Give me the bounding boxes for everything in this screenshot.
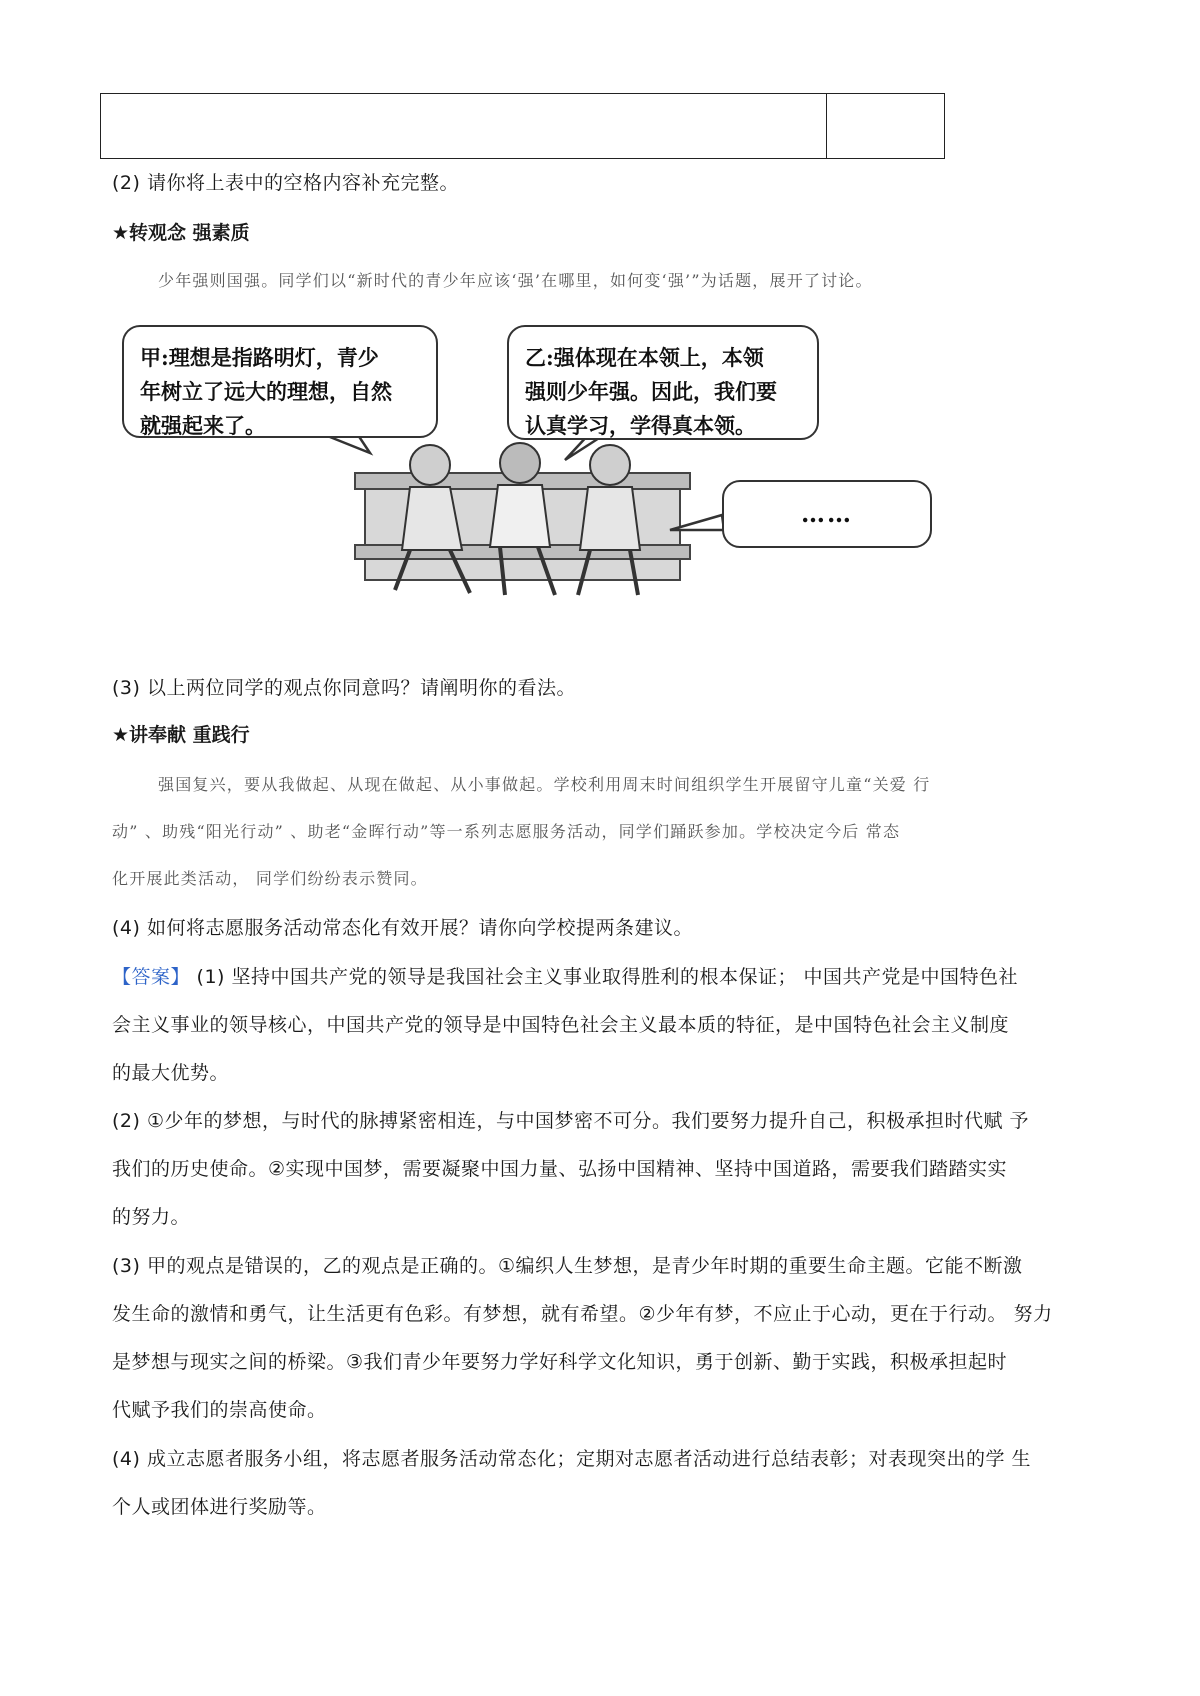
answer-3-line-4: 代赋予我们的崇高使命。 — [112, 1399, 327, 1421]
section2-quote-line-3: 化开展此类活动， 同学们纷纷表示赞同。 — [112, 869, 428, 888]
speech-bubble-yi — [507, 325, 819, 440]
answer-tag: 【答案】 — [112, 966, 191, 988]
section2-quote-line-1: 强国复兴，要从我做起、从现在做起、从小事做起。学校利用周末时间组织学生开展留守儿童“关爱 行 — [158, 775, 931, 794]
bubble-jia-line-3: 就强起来了。 — [140, 413, 266, 438]
answer-3-line-2: 发生命的激情和勇气，让生活更有色彩。有梦想，就有希望。②少年有梦，不应止于心动，更在于行动。 努力 — [112, 1303, 1053, 1325]
section-intro-quote: 少年强则国强。同学们以“新时代的青少年应该‘强’在哪里，如何变‘强’”为话题，展开了讨论。 — [158, 271, 873, 290]
bubble-yi-line-2: 强则少年强。因此，我们要 — [525, 379, 777, 404]
answer-3-line-3: 是梦想与现实之间的桥梁。③我们青少年要努力学好科学文化知识，勇于创新、勤于实践，积极承担起时 — [112, 1351, 1008, 1373]
table-column-divider — [826, 94, 827, 158]
section-heading-transform: ★转观念 强素质 — [112, 222, 250, 244]
question-4-prompt: (4) 如何将志愿服务活动常态化有效开展？请你向学校提两条建议。 — [112, 917, 693, 939]
answer-2-line-3: 的努力。 — [112, 1206, 191, 1228]
bubble-yi-line-3: 认真学习，学得真本领。 — [525, 413, 756, 438]
speech-bubble-jia — [122, 325, 438, 438]
bubble-jia-line-1: 甲:理想是指路明灯，青少 — [140, 345, 379, 370]
answer-1-line-2: 会主义事业的领导核心，中国共产党的领导是中国特色社会主义最本质的特征，是中国特色社会主义制度 — [112, 1014, 1010, 1036]
bubble-jia-line-2: 年树立了远大的理想，自然 — [140, 379, 392, 404]
answer-1-text: (1) 坚持中国共产党的领导是我国社会主义事业取得胜利的根本保证； 中国共产党是中国特色社 — [190, 966, 1019, 988]
section-heading-contribute: ★讲奉献 重践行 — [112, 724, 250, 746]
answer-2-line-1: (2) ①少年的梦想，与时代的脉搏紧密相连，与中国梦密不可分。我们要努力提升自己，积极承担时代赋 予 — [112, 1110, 1030, 1132]
answer-1-line-1 — [112, 962, 1018, 989]
answer-2-line-2: 我们的历史使命。②实现中国梦，需要凝聚中国力量、弘扬中国精神、坚持中国道路，需要我们踏踏实实 — [112, 1158, 1008, 1180]
answer-3-line-1: (3) 甲的观点是错误的，乙的观点是正确的。①编织人生梦想，是青少年时期的重要生命主题。它能不断激 — [112, 1255, 1023, 1277]
question-3-prompt: (3) 以上两位同学的观点你同意吗？请阐明你的看法。 — [112, 677, 576, 699]
speech-bubble-ellipsis: …… — [722, 480, 932, 548]
section2-quote-line-2: 动” 、助残“阳光行动” 、助老“金晖行动”等一系列志愿服务活动，同学们踊跃参加。学校决定今后 常态 — [112, 822, 901, 841]
answer-4-line-2: 个人或团体进行奖励等。 — [112, 1496, 327, 1518]
table-fragment — [100, 93, 945, 159]
answer-4-line-1: (4) 成立志愿者服务小组，将志愿者服务活动常态化；定期对志愿者活动进行总结表彰；对表现突出的学 生 — [112, 1448, 1031, 1470]
answer-1-line-3: 的最大优势。 — [112, 1062, 230, 1084]
bubble-yi-line-1: 乙:强体现在本领上，本领 — [525, 345, 764, 370]
question-2-prompt: (2) 请你将上表中的空格内容补充完整。 — [112, 172, 459, 194]
